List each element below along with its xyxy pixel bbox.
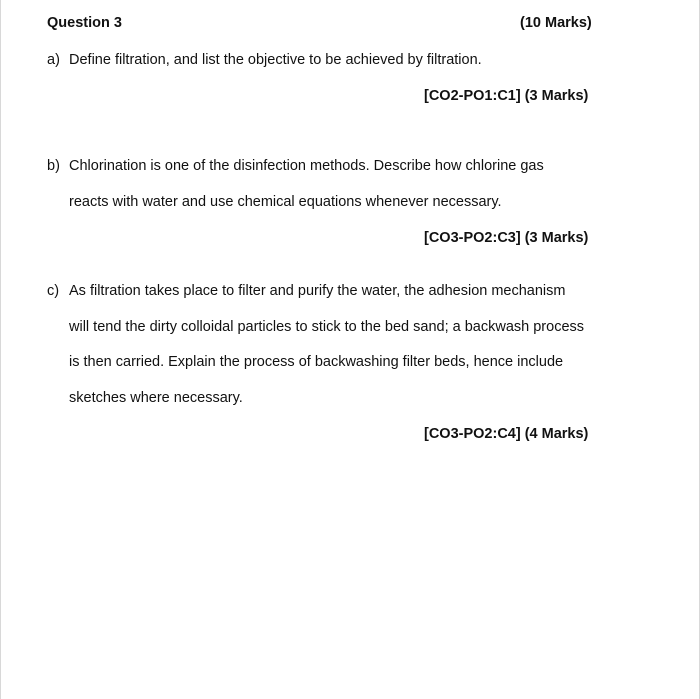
part-b-line-1: Chlorination is one of the disinfection methods. Describe how chlorine gas <box>69 158 544 174</box>
part-c-code: [CO3-PO2:C4] (4 Marks) <box>424 426 589 442</box>
question-total-marks: (10 Marks) <box>520 15 592 31</box>
part-b-line-2: reacts with water and use chemical equations whenever necessary. <box>69 194 502 210</box>
part-c-line-1: As filtration takes place to filter and purify the water, the adhesion mechanism <box>69 283 566 299</box>
page-edge-left <box>0 0 1 699</box>
part-c-line-2: will tend the dirty colloidal particles to stick to the bed sand; a backwash process <box>69 319 585 335</box>
part-c-line-4: sketches where necessary. <box>69 390 243 406</box>
part-b-label: b) <box>47 158 60 174</box>
part-a-label: a) <box>47 52 60 68</box>
question-title: Question 3 <box>47 15 122 31</box>
part-c-line-3: is then carried. Explain the process of backwashing filter beds, hence include <box>69 354 564 370</box>
part-a-code: [CO2-PO1:C1] (3 Marks) <box>424 88 589 104</box>
part-c-label: c) <box>47 283 60 299</box>
part-a-line-1: Define filtration, and list the objective to be achieved by filtration. <box>69 52 482 68</box>
part-b-code: [CO3-PO2:C3] (3 Marks) <box>424 230 589 246</box>
